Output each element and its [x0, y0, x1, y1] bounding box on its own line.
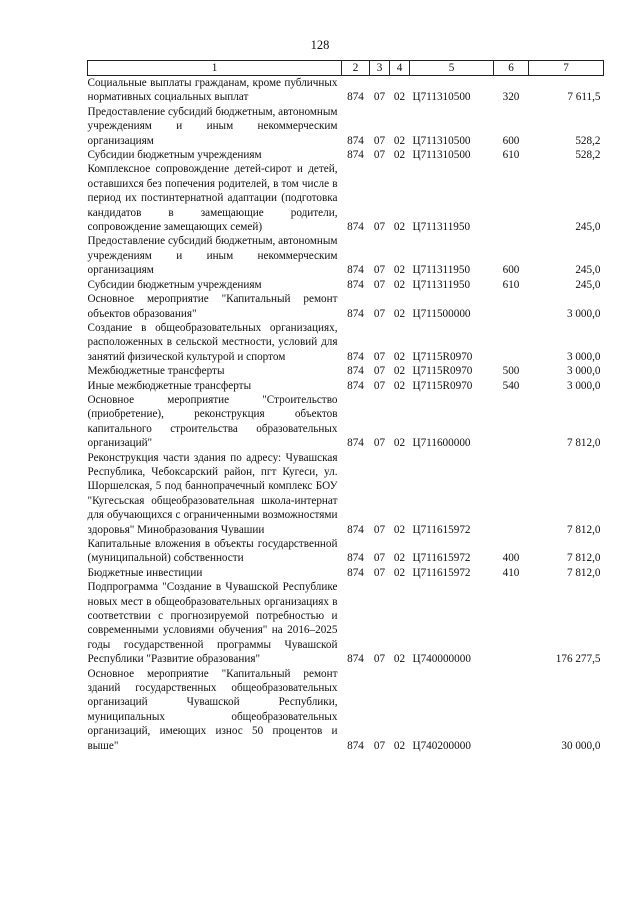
grbs-code-cell: 874	[347, 278, 364, 291]
target-article-cell: Ц7115R0970	[412, 350, 473, 363]
subsection-code-cell: 02	[393, 264, 406, 277]
row-name-cell: Основное мероприятие "Капитальный ремонт зданий государственных общеобразовательных организаций Чувашской Республики, муниципальных общеобразовательных организаций, имеющих износ 50 процентов и выше"	[87, 667, 338, 752]
expense-type-cell	[494, 292, 529, 321]
amount-cell: 245,0	[575, 221, 601, 234]
grbs-code-cell: 874	[347, 379, 364, 392]
amount-cell: 528,2	[575, 149, 601, 162]
target-article-cell: Ц711600000	[412, 437, 471, 450]
subsection-code-cell: 02	[393, 149, 406, 162]
target-article-cell: Ц711615972	[412, 566, 471, 579]
row-name-cell: Предоставление субсидий бюджетным, автономным учреждениям и иным некоммерческим организациям	[87, 105, 338, 147]
amount-cell: 7 812,0	[566, 566, 601, 579]
expense-type-cell	[494, 393, 529, 451]
row-name-cell: Субсидии бюджетным учреждениям	[87, 149, 262, 162]
target-article-cell: Ц711615972	[412, 552, 471, 565]
amount-cell: 3 000,0	[566, 307, 601, 320]
subsection-code-cell: 02	[393, 350, 406, 363]
column-header: 1	[88, 61, 342, 76]
row-name-cell: Иные межбюджетные трансферты	[87, 379, 252, 392]
expense-type-cell: 610	[502, 149, 520, 162]
table-row	[88, 292, 604, 321]
subsection-code-cell: 02	[393, 552, 406, 565]
row-name-cell: Создание в общеобразовательных организациях, расположенных в сельской местности, условий для занятий физической культурой и спортом	[87, 321, 338, 363]
expense-type-cell: 600	[502, 134, 520, 147]
expense-type-cell	[494, 321, 529, 364]
subsection-code-cell: 02	[393, 365, 406, 378]
column-header: 5	[410, 61, 494, 76]
target-article-cell: Ц711311950	[412, 221, 471, 234]
grbs-code-cell: 874	[347, 566, 364, 579]
table-row	[88, 148, 604, 162]
page-number: 128	[310, 38, 330, 52]
amount-cell: 245,0	[575, 278, 601, 291]
target-article-cell: Ц711310500	[412, 149, 471, 162]
target-article-cell: Ц7115R0970	[412, 365, 473, 378]
table-row	[88, 379, 604, 393]
section-code-cell: 07	[373, 149, 386, 162]
target-article-cell: Ц711310500	[412, 91, 471, 104]
subsection-code-cell: 02	[393, 91, 406, 104]
expense-type-cell: 320	[502, 91, 520, 104]
table-row	[88, 76, 604, 105]
section-code-cell: 07	[373, 307, 386, 320]
grbs-code-cell: 874	[347, 264, 364, 277]
subsection-code-cell: 02	[393, 523, 406, 536]
column-header: 2	[342, 61, 370, 76]
grbs-code-cell: 874	[347, 307, 364, 320]
grbs-code-cell: 874	[347, 523, 364, 536]
table-row	[88, 364, 604, 378]
amount-cell: 7 812,0	[566, 523, 601, 536]
section-code-cell: 07	[373, 739, 386, 752]
table-row	[88, 566, 604, 580]
subsection-code-cell: 02	[393, 739, 406, 752]
target-article-cell: Ц711500000	[412, 307, 471, 320]
section-code-cell: 07	[373, 379, 386, 392]
subsection-code-cell: 02	[393, 566, 406, 579]
section-code-cell: 07	[373, 91, 386, 104]
expense-type-cell: 600	[502, 264, 520, 277]
amount-cell: 30 000,0	[561, 739, 601, 752]
grbs-code-cell: 874	[347, 91, 364, 104]
budget-table	[87, 60, 604, 753]
row-name-cell: Бюджетные инвестиции	[87, 566, 203, 579]
target-article-cell: Ц740200000	[412, 739, 471, 752]
subsection-code-cell: 02	[393, 653, 406, 666]
table-row	[88, 234, 604, 277]
section-code-cell: 07	[373, 552, 386, 565]
target-article-cell: Ц711311950	[412, 278, 471, 291]
subsection-code-cell: 02	[393, 307, 406, 320]
table-header-row	[88, 61, 604, 76]
section-code-cell: 07	[373, 523, 386, 536]
amount-cell: 3 000,0	[566, 379, 601, 392]
subsection-code-cell: 02	[393, 437, 406, 450]
amount-cell: 528,2	[575, 134, 601, 147]
target-article-cell: Ц711311950	[412, 264, 471, 277]
subsection-code-cell: 02	[393, 221, 406, 234]
grbs-code-cell: 874	[347, 350, 364, 363]
grbs-code-cell: 874	[347, 437, 364, 450]
expense-type-cell: 540	[502, 379, 520, 392]
section-code-cell: 07	[373, 365, 386, 378]
row-name-cell: Межбюджетные трансферты	[87, 365, 225, 378]
table-row	[88, 667, 604, 753]
amount-cell: 7 812,0	[566, 552, 601, 565]
row-name-cell: Субсидии бюджетным учреждениям	[87, 278, 262, 291]
table-row	[88, 278, 604, 292]
column-header: 6	[494, 61, 529, 76]
expense-type-cell	[494, 580, 529, 666]
expense-type-cell	[494, 451, 529, 537]
column-header: 7	[529, 61, 604, 76]
grbs-code-cell: 874	[347, 653, 364, 666]
table-row	[88, 321, 604, 364]
target-article-cell: Ц711615972	[412, 523, 471, 536]
table-row	[88, 451, 604, 537]
grbs-code-cell: 874	[347, 365, 364, 378]
expense-type-cell: 410	[502, 566, 520, 579]
section-code-cell: 07	[373, 221, 386, 234]
expense-type-cell	[494, 667, 529, 753]
section-code-cell: 07	[373, 566, 386, 579]
row-name-cell: Подпрограмма "Создание в Чувашской Республике новых мест в общеобразовательных организациях в соответствии с прогнозируемой потребностью и современными условиями обучения" на 2016–2025 годы государственной программы Чувашской Республики "Развитие образования"	[87, 581, 338, 666]
amount-cell: 7 812,0	[566, 437, 601, 450]
column-header: 3	[370, 61, 390, 76]
section-code-cell: 07	[373, 278, 386, 291]
row-name-cell: Социальные выплаты гражданам, кроме публичных нормативных социальных выплат	[87, 77, 338, 104]
subsection-code-cell: 02	[393, 278, 406, 291]
grbs-code-cell: 874	[347, 221, 364, 234]
row-name-cell: Предоставление субсидий бюджетным, автономным учреждениям и иным некоммерческим организациям	[87, 235, 338, 277]
column-header: 4	[390, 61, 410, 76]
target-article-cell: Ц7115R0970	[412, 379, 473, 392]
row-name-cell: Основное мероприятие "Строительство (приобретение), реконструкция объектов капитального строительства образовательных организаций"	[87, 393, 338, 450]
row-name-cell: Основное мероприятие "Капитальный ремонт объектов образования"	[87, 293, 338, 320]
grbs-code-cell: 874	[347, 739, 364, 752]
table-body	[88, 76, 604, 754]
row-name-cell: Комплексное сопровождение детей-сирот и детей, оставшихся без попечения родителей, в том числе в период их постинтернатной адаптации (подготовка кандидатов в замещающие родители, сопровождение замещающих семей)	[87, 163, 338, 234]
grbs-code-cell: 874	[347, 552, 364, 565]
subsection-code-cell: 02	[393, 379, 406, 392]
table-row	[88, 537, 604, 566]
row-name-cell: Реконструкция части здания по адресу: Чувашская Республика, Чебоксарский район, пгт Кугеси, ул. Шоршелская, 5 под баннопрачечный комплекс БОУ "Кугесьская общеобразовательная школа-интернат для обучающихся с ограниченными возможностями здоровья" Минобразования Чувашии	[87, 451, 338, 536]
target-article-cell: Ц740000000	[412, 653, 471, 666]
amount-cell: 3 000,0	[566, 350, 601, 363]
expense-type-cell: 400	[502, 552, 520, 565]
subsection-code-cell: 02	[393, 134, 406, 147]
expense-type-cell: 610	[502, 278, 520, 291]
section-code-cell: 07	[373, 264, 386, 277]
table-row	[88, 393, 604, 451]
section-code-cell: 07	[373, 437, 386, 450]
section-code-cell: 07	[373, 134, 386, 147]
target-article-cell: Ц711310500	[412, 134, 471, 147]
amount-cell: 7 611,5	[567, 91, 601, 104]
table-row	[88, 105, 604, 148]
row-name-cell: Капитальные вложения в объекты государственной (муниципальной) собственности	[87, 538, 338, 565]
table-row	[88, 580, 604, 666]
amount-cell: 245,0	[575, 264, 601, 277]
section-code-cell: 07	[373, 350, 386, 363]
section-code-cell: 07	[373, 653, 386, 666]
amount-cell: 176 277,5	[555, 653, 601, 666]
expense-type-cell: 500	[502, 365, 520, 378]
grbs-code-cell: 874	[347, 149, 364, 162]
amount-cell: 3 000,0	[566, 365, 601, 378]
grbs-code-cell: 874	[347, 134, 364, 147]
expense-type-cell	[494, 162, 529, 234]
table-row	[88, 162, 604, 234]
